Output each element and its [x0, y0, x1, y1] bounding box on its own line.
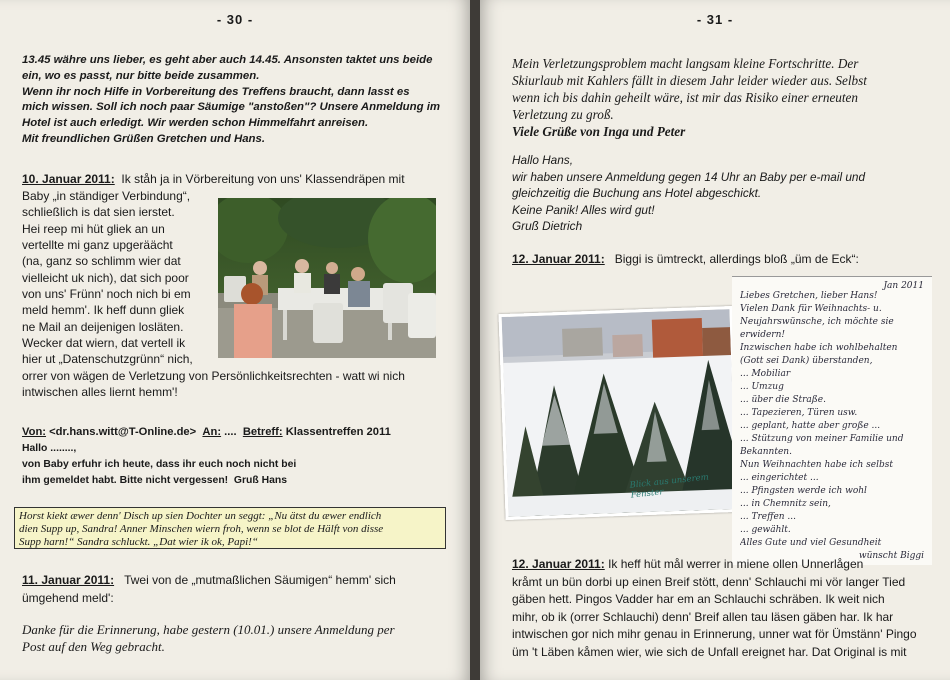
entry-12-januar-b: [512, 556, 942, 662]
left-page: [0, 0, 470, 680]
intro-line: Skiurlaub mit Kahlers fällt in diesem Jahr leider wieder aus. Selbst: [512, 73, 867, 88]
email-body: [22, 441, 462, 489]
entry-text: Ik heff hüt mål werrer in miene ollen Unnerlågen: [608, 557, 864, 571]
message-line: Keine Panik! Alles wird gut!: [512, 202, 655, 217]
entry-line: hier ut „Datenschutzgrünn“ nich,: [22, 352, 193, 367]
intro-line: Verletzung zu groß.: [512, 107, 614, 122]
entry-text: Twei von de „mutmaßlichen Säumigen“ hemm' sich: [124, 573, 396, 587]
anecdote-box: [14, 507, 446, 549]
note-line: ... eingerichtet ...: [740, 473, 819, 483]
note-line: Vielen Dank für Weihnachts- u.: [740, 304, 882, 314]
note-line: ... Treffen ...: [740, 512, 797, 522]
handwritten-note: [732, 276, 932, 565]
email-from: <dr.hans.witt@T-Online.de>: [49, 426, 197, 438]
right-page: [480, 0, 950, 680]
page-number-left: - 30 -: [216, 12, 254, 27]
email-line: ihm gemeldet habt. Bitte nicht vergessen! Gruß Hans: [22, 475, 288, 486]
email-to-label: An:: [202, 426, 222, 438]
note-line: ... Stützung von meiner Familie und: [740, 434, 904, 444]
entry-line: meld hemm'. Ik heff dunn gliek: [22, 303, 185, 318]
entry-line: üm 't Läben kåmen wier, wie sich de Unfall ereignet har. Dat Original is mit: [512, 644, 907, 659]
note-line: ... in Chemnitz sein,: [740, 499, 831, 509]
entry-line: intwischen gor nich mihr genau in Erinnerung, unner wat för Ümstänn' Pingo: [512, 627, 917, 642]
note-line: Bekannten.: [740, 447, 792, 457]
note-line: Neujahrswünsche, ich möchte sie: [740, 317, 894, 327]
entry-line: Wecker dat wiern, dat vertell ik: [22, 336, 186, 351]
entry-line: Hei reep mi hüt gliek an un: [22, 221, 165, 236]
note-line: Liebes Gretchen, lieber Hans!: [740, 291, 878, 301]
intro-line: wenn ich bis dahin geheilt wäre, ist mir das Risiko einer erneuten: [512, 90, 859, 105]
note-line: ... Tapezieren, Türen usw.: [740, 408, 858, 418]
dietrich-message: [512, 152, 942, 235]
entry-line: Baby „in ständiger Verbindung“,: [22, 189, 191, 203]
email-subject-label: Betreff:: [242, 426, 283, 438]
intro-signature: Viele Grüße von Inga und Peter: [512, 124, 686, 139]
entry-line: orrer von wägen de Verletzung von Persönlichkeitsrechten - watt wi nich: [22, 369, 405, 383]
quote-line: Post auf den Weg gebracht.: [22, 639, 165, 654]
note-line: wünscht Biggi: [858, 551, 924, 561]
note-line: Nun Weihnachten habe ich selbst: [740, 460, 893, 470]
email-line: von Baby erfuhr ich heute, dass ihr euch noch nicht bei: [22, 459, 297, 470]
entry-11-januar: [22, 571, 452, 607]
entry-line: schließlich is dat sien ierstet.: [22, 205, 175, 220]
note-line: (Gott sei Dank) überstanden,: [740, 356, 873, 366]
entry-10-januar-tail: [22, 368, 452, 401]
email-greeting: Hallo ........,: [22, 443, 77, 454]
intro-line: ein, wo es passt, nur bitte beide zusammen.: [22, 69, 260, 82]
intro-line: Wenn ihr noch Hilfe in Vorbereitung des Treffens braucht, dann lasst es: [22, 85, 410, 98]
entry-line: gäben hett. Pingos Vadder har em an Schlauchi schräben. Ik weit nich: [512, 592, 885, 607]
email-subject: Klassentreffen 2011: [285, 426, 391, 438]
entry-date: 11. Januar 2011:: [22, 573, 115, 587]
entry-12-januar-a: [512, 251, 942, 267]
intro-line: Hotel ist auch erledigt. Wir werden schon Himmelfahrt anreisen.: [22, 117, 369, 130]
email-to: ....: [224, 426, 237, 438]
note-line: ... Pfingsten werde ich wohl: [740, 486, 867, 496]
note-line: ... gewählt.: [740, 525, 791, 535]
message-line: Gruß Dietrich: [512, 219, 583, 233]
entry-date: 12. Januar 2011:: [512, 252, 605, 266]
entry-line: vertellte mi ganz upgeräächt: [22, 238, 173, 253]
entry-10-januar: [22, 171, 452, 187]
entry-10-januar-column: [22, 188, 212, 368]
message-line: wir haben unsere Anmeldung gegen 14 Uhr an Baby per e-mail und: [512, 169, 866, 184]
entry-line: mihr, ob ik (orrer Schlauchi) denn' Breif allen tau läsen gäben har. Ik har: [512, 609, 894, 624]
email-header: [22, 425, 462, 440]
entry-line: ne Mail an deijenigen losläten.: [22, 319, 184, 334]
entry-line: kråmt un bün dorbi up einen Breif stött, denn' Schlauchi mi vör langer Tied: [512, 574, 906, 589]
note-line: ... geplant, hatte aber große ...: [740, 421, 881, 431]
entry-line: vielleicht uk nich), dat sich poor: [22, 270, 189, 285]
intro-paragraph-left: [22, 53, 452, 148]
anecdote-line: dien Supp up, Sandra! Anner Minschen wiern froh, wenn se blot de Hälft von disse: [19, 523, 384, 535]
entry-text: Biggi is ümtreckt, allerdings bloß „üm de Eck“:: [614, 252, 859, 266]
intro-line: Mit freundlichen Grüßen Gretchen und Hans.: [22, 132, 266, 145]
garden-party-photo: [218, 198, 436, 358]
entry-date: 10. Januar 2011:: [22, 172, 115, 186]
note-line: Jan 2011: [883, 281, 924, 291]
message-line: gleichzeitig die Buchung ans Hotel abgeschickt.: [512, 186, 762, 200]
entry-line: (na, ganz so schlimm wier dat: [22, 254, 181, 269]
email-from-label: Von:: [22, 426, 47, 438]
anecdote-line: Supp harn!“ Sandra schluckt. „Dat wier ik ok, Papi!“: [19, 536, 258, 548]
note-line: Inzwischen habe ich wohlbehalten: [740, 343, 898, 353]
note-line: Alles Gute und viel Gesundheit: [740, 538, 882, 548]
note-line: erwidern!: [740, 330, 786, 340]
photo-caption: Blick aus unserem Fenster: [629, 472, 710, 501]
intro-line: 13.45 währe uns lieber, es geht aber auch 14.45. Ansonsten taktet uns beide: [22, 54, 433, 66]
entry-text: Ik ståh ja in Vörbereitung von uns' Klassendräpen mit: [121, 172, 405, 186]
note-line: ... Mobiliar: [740, 369, 791, 379]
entry-11-januar-quote: [22, 621, 462, 655]
entry-date: 12. Januar 2011:: [512, 557, 605, 571]
entry-line: ümgehend meld':: [22, 591, 114, 605]
entry-line: von uns' Frünn' noch nich bi em: [22, 287, 191, 302]
intro-line: mich wissen. Soll ich noch paar Säumige "anstoßen"? Unsere Anmeldung im: [22, 101, 440, 114]
anecdote-line: Horst kiekt æwer denn' Disch up sien Dochter un seggt: „Nu ätst du æwer endlich: [19, 510, 382, 522]
quote-line: Danke für die Erinnerung, habe gestern (10.01.) unsere Anmeldung per: [22, 622, 395, 637]
note-line: ... über die Straße.: [740, 395, 826, 405]
note-line: ... Umzug: [740, 382, 784, 392]
book-gutter: [470, 0, 480, 680]
entry-line: intwischen alles liernt hemm'!: [22, 385, 178, 400]
message-line: Hallo Hans,: [512, 153, 573, 167]
page-number-right: - 31 -: [696, 12, 734, 27]
intro-line: Mein Verletzungsproblem macht langsam kleine Fortschritte. Der: [512, 56, 859, 71]
intro-paragraph-right: [512, 55, 942, 140]
